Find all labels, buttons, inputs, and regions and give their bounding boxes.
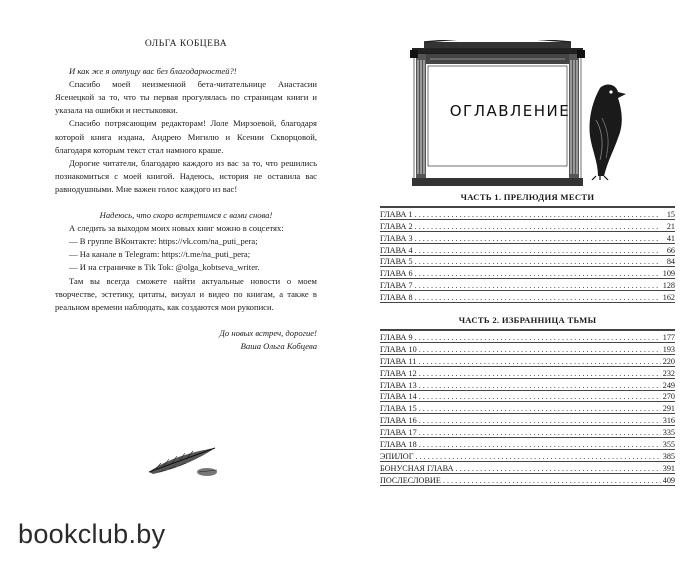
toc-leader-dots bbox=[419, 428, 661, 437]
toc-page-number: 232 bbox=[662, 368, 675, 378]
toc-leader-dots bbox=[415, 452, 660, 461]
toc-chapter-label: ГЛАВА 9 bbox=[380, 333, 413, 343]
toc-leader-dots bbox=[456, 464, 661, 473]
toc-leader-dots bbox=[419, 440, 661, 449]
table-of-contents bbox=[380, 192, 675, 486]
toc-row bbox=[380, 379, 675, 391]
toc-leader-dots bbox=[415, 210, 665, 219]
toc-title: ОГЛАВЛЕНИЕ bbox=[449, 102, 571, 120]
farewell-line: До новых встреч, дорогие! bbox=[219, 327, 317, 338]
toc-chapter-label: ГЛАВА 14 bbox=[380, 392, 417, 402]
toc-page-number: 335 bbox=[662, 428, 675, 438]
running-header-author: ОЛЬГА КОБЦЕВА bbox=[144, 39, 228, 49]
toc-leader-dots bbox=[415, 222, 665, 231]
toc-row bbox=[380, 220, 675, 232]
toc-row bbox=[380, 414, 675, 426]
toc-row bbox=[380, 244, 675, 256]
paragraph-editors: Спасибо потрясающим редакторам! Лоле Мирзоевой, благодаря которой книга издана, Андрею Мигилю и Ксении Скворцовой, благодаря которым текст стал намного краше. bbox=[55, 118, 317, 155]
toc-row bbox=[380, 474, 675, 486]
feather-illustration bbox=[145, 442, 220, 482]
toc-row bbox=[380, 267, 675, 279]
toc-page-number: 66 bbox=[666, 245, 675, 255]
toc-chapter-label: ГЛАВА 7 bbox=[380, 281, 413, 291]
toc-row bbox=[380, 279, 675, 291]
toc-page-number: 385 bbox=[662, 451, 675, 461]
toc-row bbox=[380, 462, 675, 474]
toc-chapter-label: ГЛАВА 8 bbox=[380, 293, 413, 303]
hope-line: Надеюсь, что скоро встретимся с вами снова! bbox=[99, 210, 273, 221]
toc-leader-dots bbox=[415, 234, 665, 243]
toc-leader-dots bbox=[415, 246, 665, 255]
toc-chapter-label: ГЛАВА 6 bbox=[380, 269, 413, 279]
toc-page-number: 391 bbox=[662, 463, 675, 473]
toc-chapter-label: ГЛАВА 10 bbox=[380, 344, 417, 354]
paragraph-beta-reader: Спасибо моей неизменной бета-читательнице Анастасии Ясенецкой за то, что ты первая прогулялась по страницам книги и указала на ошибки и нестыковки. bbox=[55, 79, 317, 116]
link-vk: — В группе ВКонтакте: https://vk.com/na_puti_pera; bbox=[69, 236, 258, 247]
toc-page-number: 291 bbox=[662, 404, 675, 414]
part-1-title: ЧАСТЬ 1. ПРЕЛЮДИЯ МЕСТИ bbox=[460, 192, 595, 202]
toc-page-number: 41 bbox=[666, 233, 675, 243]
toc-leader-dots bbox=[415, 281, 661, 290]
toc-chapter-label: ГЛАВА 5 bbox=[380, 257, 413, 267]
toc-row bbox=[380, 426, 675, 438]
toc-page-number: 220 bbox=[662, 356, 675, 366]
toc-chapter-label: ГЛАВА 1 bbox=[380, 209, 413, 219]
left-page bbox=[55, 38, 317, 353]
toc-chapter-label: ГЛАВА 18 bbox=[380, 440, 417, 450]
toc-chapter-label: БОНУСНАЯ ГЛАВА bbox=[380, 463, 454, 473]
toc-page-number: 21 bbox=[666, 221, 675, 231]
toc-page-number: 15 bbox=[666, 209, 675, 219]
toc-row bbox=[380, 256, 675, 268]
toc-row bbox=[380, 367, 675, 379]
link-tiktok: — И на страничке в Tik Tok: @olga_kobtseva_writer. bbox=[69, 262, 260, 273]
signature-line: Ваша Ольга Кобцева bbox=[240, 340, 317, 351]
acknowledgements-heading: И как же я отпущу вас без благодарностей?! bbox=[69, 66, 237, 77]
toc-page-number: 249 bbox=[662, 380, 675, 390]
crow-illustration bbox=[578, 80, 633, 180]
toc-page-number: 409 bbox=[662, 475, 675, 485]
toc-page-number: 316 bbox=[662, 416, 675, 426]
toc-row bbox=[380, 330, 675, 343]
toc-leader-dots bbox=[418, 357, 660, 366]
toc-leader-dots bbox=[415, 333, 661, 342]
toc-leader-dots bbox=[415, 269, 661, 278]
part-1-entries bbox=[380, 206, 675, 303]
toc-chapter-label: ЭПИЛОГ bbox=[380, 451, 414, 461]
toc-chapter-label: ГЛАВА 4 bbox=[380, 245, 413, 255]
toc-leader-dots bbox=[443, 476, 661, 485]
toc-page-number: 177 bbox=[662, 333, 675, 343]
part-2-title: ЧАСТЬ 2. ИЗБРАННИЦА ТЬМЫ bbox=[458, 315, 597, 326]
toc-page-number: 109 bbox=[662, 269, 675, 279]
toc-row bbox=[380, 232, 675, 244]
toc-chapter-label: ГЛАВА 16 bbox=[380, 416, 417, 426]
toc-chapter-label: ГЛАВА 3 bbox=[380, 233, 413, 243]
link-telegram: — На канале в Telegram: https://t.me/na_puti_pera; bbox=[69, 249, 251, 260]
toc-page-number: 355 bbox=[662, 440, 675, 450]
toc-chapter-label: ПОСЛЕСЛОВИЕ bbox=[380, 475, 441, 485]
toc-row bbox=[380, 343, 675, 355]
watermark-logo: bookclub.by bbox=[18, 519, 166, 549]
toc-leader-dots bbox=[415, 293, 661, 302]
toc-row bbox=[380, 402, 675, 414]
toc-page-number: 84 bbox=[666, 257, 675, 267]
toc-page-number: 128 bbox=[662, 281, 675, 291]
toc-leader-dots bbox=[419, 345, 661, 354]
paragraph-readers: Дорогие читатели, благодарю каждого из вас за то, что решились познакомиться с моей книгой. Надеюсь, история не оставила вас равнодушными. Мне важен голос каждого из вас! bbox=[55, 157, 317, 194]
toc-row bbox=[380, 291, 675, 303]
toc-chapter-label: ГЛАВА 11 bbox=[380, 356, 417, 366]
toc-leader-dots bbox=[419, 416, 661, 425]
toc-leader-dots bbox=[419, 392, 661, 401]
toc-leader-dots bbox=[419, 369, 661, 378]
part-2-entries bbox=[380, 329, 675, 486]
closing-text: Там вы всегда сможете найти актуальные новости о моем творчестве, эстетику, цитаты, визуал и видео по книгам, а также в реальном времени наблюдать, как создаются мои рукописи. bbox=[55, 275, 317, 312]
toc-chapter-label: ГЛАВА 15 bbox=[380, 404, 417, 414]
toc-page-number: 193 bbox=[662, 344, 675, 354]
follow-text: А следить за выходом моих новых книг можно в соцсетях: bbox=[69, 223, 284, 234]
toc-row bbox=[380, 438, 675, 450]
toc-row bbox=[380, 355, 675, 367]
toc-row bbox=[380, 391, 675, 403]
toc-row bbox=[380, 450, 675, 462]
toc-chapter-label: ГЛАВА 2 bbox=[380, 221, 413, 231]
toc-page-number: 162 bbox=[662, 293, 675, 303]
toc-chapter-label: ГЛАВА 17 bbox=[380, 428, 417, 438]
toc-chapter-label: ГЛАВА 12 bbox=[380, 368, 417, 378]
toc-row bbox=[380, 207, 675, 220]
toc-page-number: 270 bbox=[662, 392, 675, 402]
toc-leader-dots bbox=[415, 257, 665, 266]
toc-leader-dots bbox=[419, 404, 661, 413]
toc-leader-dots bbox=[419, 381, 661, 390]
toc-chapter-label: ГЛАВА 13 bbox=[380, 380, 417, 390]
